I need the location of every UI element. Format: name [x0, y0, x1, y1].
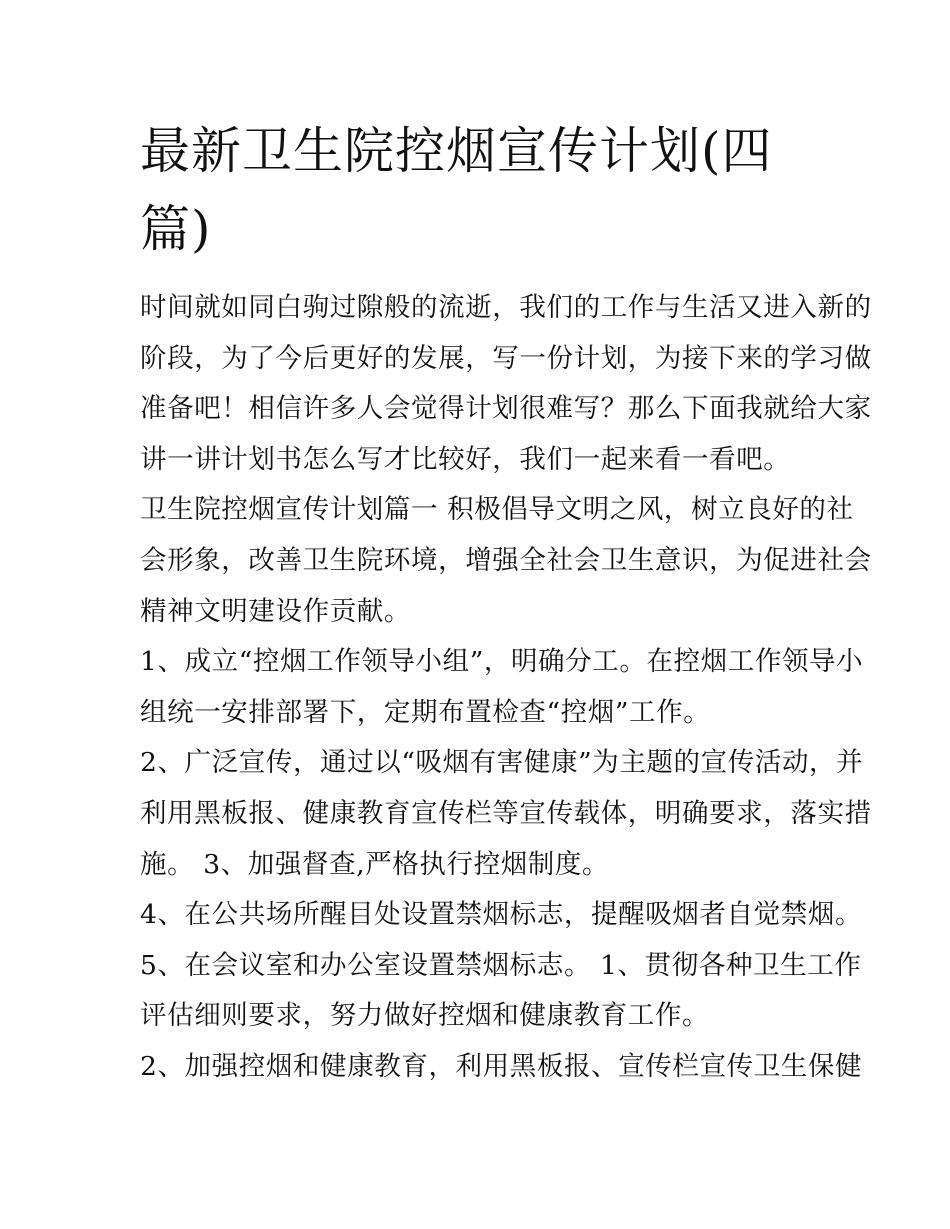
text-line: 2、加强控烟和健康教育，利用黑板报、宣传栏宣传卫生保健 — [140, 1050, 863, 1082]
title-line: 最新卫生院控烟宣传计划(四 — [140, 122, 773, 180]
document-title — [140, 112, 840, 268]
text-line: 讲一讲计划书怎么写才比较好，我们一起来看一看吧。 — [140, 443, 791, 475]
text-line: 施。 3、加强督查,严格执行控烟制度。 — [140, 848, 610, 880]
text-line: 卫生院控烟宣传计划篇一 积极倡导文明之风，树立良好的社 — [140, 494, 854, 526]
text-line: 组统一安排部署下，定期布置检查“控烟”工作。 — [140, 696, 711, 728]
text-line: 会形象，改善卫生院环境，增强全社会卫生意识，为促进社会 — [140, 544, 872, 576]
text-line: 5、在会议室和办公室设置禁烟标志。 1、贯彻各种卫生工作 — [140, 949, 862, 981]
text-line: 4、在公共场所醒目处设置禁烟标志，提醒吸烟者自觉禁烟。 — [140, 899, 863, 931]
text-line: 准备吧！相信许多人会觉得计划很难写？那么下面我就给大家 — [140, 393, 872, 425]
text-line: 评估细则要求，努力做好控烟和健康教育工作。 — [140, 1000, 710, 1032]
text-line: 精神文明建设作贡献。 — [140, 595, 411, 627]
document-body — [140, 283, 872, 1093]
text-line: 1、成立“控烟工作领导小组”，明确分工。在控烟工作领导小 — [140, 646, 864, 678]
text-line: 利用黑板报、健康教育宣传栏等宣传载体，明确要求，落实措 — [140, 797, 872, 829]
text-line: 2、广泛宣传，通过以“吸烟有害健康”为主题的宣传活动，并 — [140, 747, 864, 779]
title-line: 篇) — [140, 200, 212, 258]
text-line: 时间就如同白驹过隙般的流逝，我们的工作与生活又进入新的 — [140, 292, 872, 323]
text-line: 阶段，为了今后更好的发展，写一份计划，为接下来的学习做 — [140, 342, 872, 374]
